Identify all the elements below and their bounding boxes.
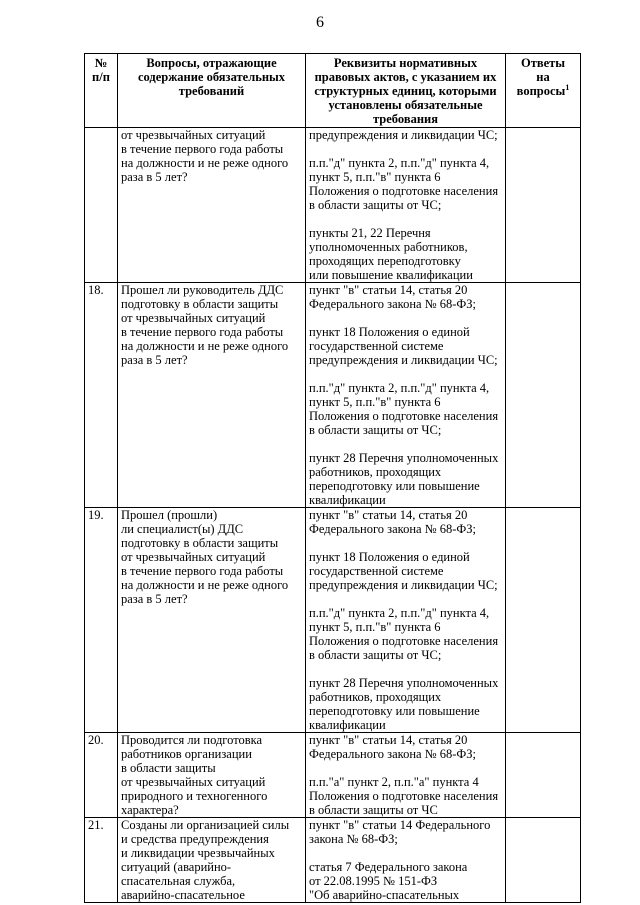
header-question: Вопросы, отражающие содержание обязательных требований xyxy=(118,54,306,128)
legal-reference: пункт 18 Положения о единой государственной системе предупреждения и ликвидации ЧС; xyxy=(309,550,498,592)
header-answers-label: Ответы на вопросы xyxy=(516,56,566,98)
table-row xyxy=(85,128,581,283)
legal-reference: пункт 28 Перечня уполномоченных работников, проходящих переподготовку или повышение квалификации xyxy=(309,451,499,507)
requirements-table xyxy=(84,53,581,903)
requisites-cell xyxy=(306,128,506,283)
legal-reference: п.п."д" пункта 2, п.п."д" пункта 4, пункт 5, п.п."в" пункта 6 Положения о подготовке населения в области защиты от ЧС; xyxy=(309,606,499,662)
question-cell: Прошел (прошли) ли специалист(ы) ДДС подготовку в области защиты от чрезвычайных ситуаций в течение первого года работы на должности и не реже одного раза в 5 лет? xyxy=(118,508,306,733)
header-num: № п/п xyxy=(85,54,118,128)
legal-reference: пункт "в" статьи 14, статья 20 Федерального закона № 68-ФЗ; xyxy=(309,283,477,311)
header-requisites: Реквизиты нормативных правовых актов, с указанием их структурных единиц, которыми установлены обязательные требования xyxy=(306,54,506,128)
legal-reference: пункт "в" статьи 14, статья 20 Федерального закона № 68-ФЗ; xyxy=(309,508,477,536)
page-number: 6 xyxy=(316,14,324,31)
table-header-row xyxy=(85,54,581,128)
question-cell: Созданы ли организацией силы и средства предупреждения и ликвидации чрезвычайных ситуаций (аварийно- спасательная служба, аварийно-спасательное xyxy=(118,818,306,903)
requisites-cell xyxy=(306,283,506,508)
table-body xyxy=(85,128,581,903)
question-cell: Проводится ли подготовка работников организации в области защиты от чрезвычайных ситуаций природного и техногенного характера? xyxy=(118,733,306,818)
legal-reference: пункт "в" статьи 14, статья 20 Федерального закона № 68-ФЗ; xyxy=(309,733,477,761)
row-number: 19. xyxy=(85,508,118,733)
requisites-cell xyxy=(306,733,506,818)
row-number xyxy=(85,128,118,283)
legal-reference: пункты 21, 22 Перечня уполномоченных работников, проходящих переподготовку или повышение квалификации xyxy=(309,226,473,282)
answer-cell[interactable] xyxy=(506,733,581,818)
legal-reference: предупреждения и ликвидации ЧС; xyxy=(309,128,498,142)
table-row xyxy=(85,283,581,508)
question-cell: от чрезвычайных ситуаций в течение первого года работы на должности и не реже одного раза в 5 лет? xyxy=(118,128,306,283)
answer-cell[interactable] xyxy=(506,818,581,903)
answer-cell[interactable] xyxy=(506,128,581,283)
table-row xyxy=(85,818,581,903)
footnote-marker: 1 xyxy=(565,82,570,92)
legal-reference: п.п."д" пункта 2, п.п."д" пункта 4, пункт 5, п.п."в" пункта 6 Положения о подготовке населения в области защиты от ЧС; xyxy=(309,156,499,212)
legal-reference: п.п."д" пункта 2, п.п."д" пункта 4, пункт 5, п.п."в" пункта 6 Положения о подготовке населения в области защиты от ЧС; xyxy=(309,381,499,437)
answer-cell[interactable] xyxy=(506,283,581,508)
row-number: 21. xyxy=(85,818,118,903)
legal-reference: статья 7 Федерального закона от 22.08.1995 № 151-ФЗ "Об аварийно-спасательных xyxy=(309,860,468,902)
header-answers xyxy=(506,54,581,128)
answer-cell[interactable] xyxy=(506,508,581,733)
row-number: 18. xyxy=(85,283,118,508)
requisites-cell xyxy=(306,818,506,903)
legal-reference: пункт 28 Перечня уполномоченных работников, проходящих переподготовку или повышение квалификации xyxy=(309,676,499,732)
requisites-cell xyxy=(306,508,506,733)
legal-reference: пункт 18 Положения о единой государственной системе предупреждения и ликвидации ЧС; xyxy=(309,325,498,367)
question-cell: Прошел ли руководитель ДДС подготовку в области защиты от чрезвычайных ситуаций в течение первого года работы на должности и не реже одного раза в 5 лет? xyxy=(118,283,306,508)
table-row xyxy=(85,733,581,818)
legal-reference: пункт "в" статьи 14 Федерального закона № 68-ФЗ; xyxy=(309,818,491,846)
row-number: 20. xyxy=(85,733,118,818)
legal-reference: п.п."а" пункт 2, п.п."а" пункта 4 Положения о подготовке населения в области защиты от ЧС xyxy=(309,775,499,817)
table-row xyxy=(85,508,581,733)
